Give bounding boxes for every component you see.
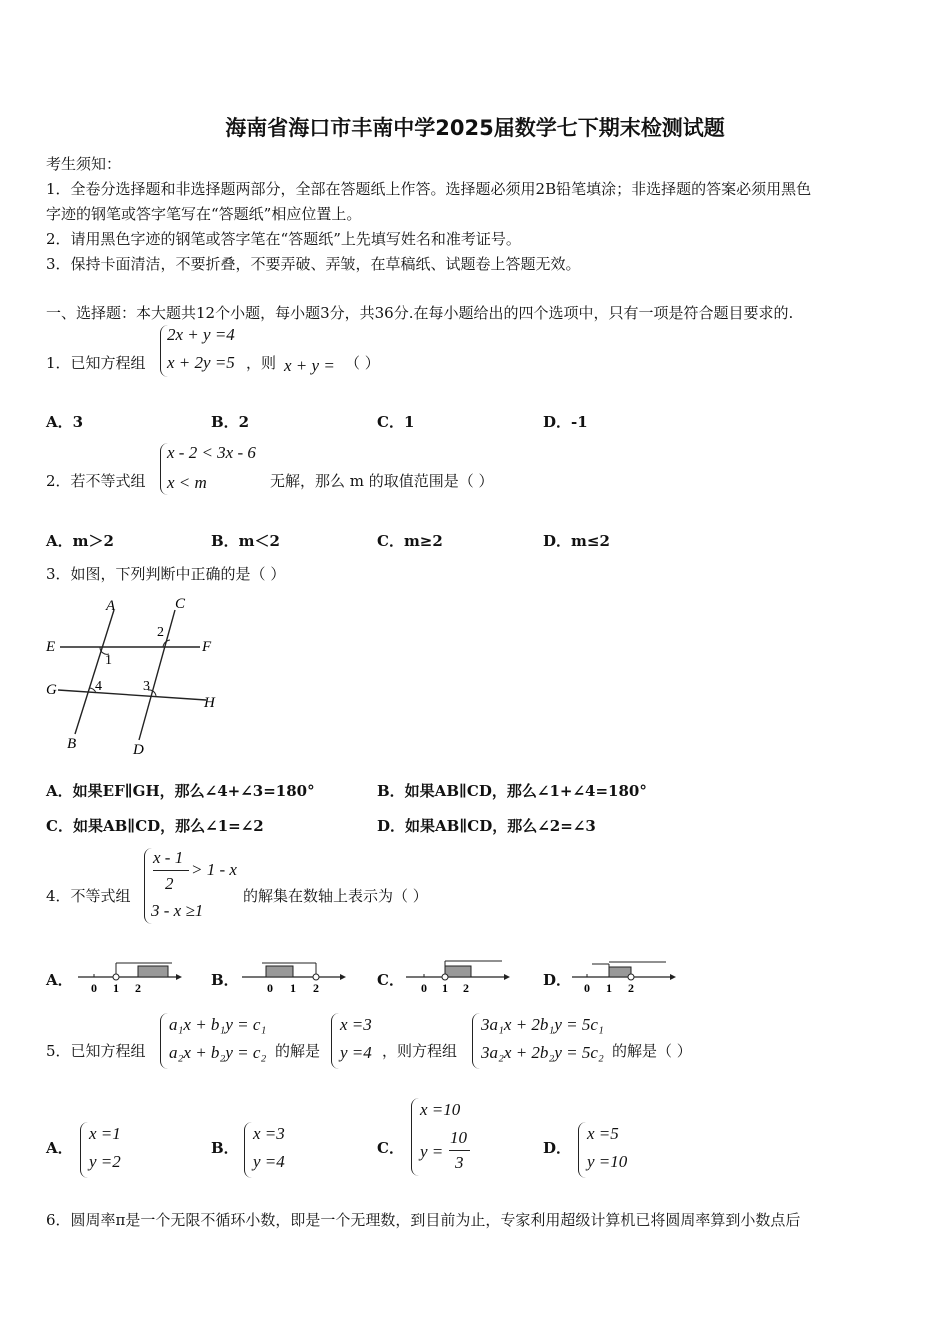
q4-suffix: 的解集在数轴上表示为（ ）	[243, 887, 428, 905]
notice-heading: 考生须知：	[46, 155, 122, 173]
q5-option-c-system: x =10 y = 10 3	[411, 1098, 476, 1176]
section-heading: 一、选择题：本大题共12个小题，每小题3分，共36分.在每小题给出的四个选项中，只有一项是符合题目要求的.	[46, 304, 794, 322]
notice-item-1-cont: 字迹的钢笔或答字笔写在“答题纸”相应位置上。	[46, 205, 362, 223]
q1-expression: x + y =	[284, 356, 335, 375]
svg-text:2: 2	[463, 981, 469, 995]
svg-text:1: 1	[606, 981, 612, 995]
q2-suffix: 无解，那么 m 的取值范围是（ ）	[270, 472, 494, 490]
line-gh	[58, 690, 206, 700]
label-d: D	[133, 742, 144, 758]
shaded-region	[138, 966, 168, 977]
label-a: A	[106, 598, 116, 614]
q4-numberline-d	[570, 955, 680, 997]
q3-option-a[interactable]: A．如果EF∥GH，那么∠4+∠3=180°	[46, 782, 315, 800]
q2-option-a[interactable]: A．m＞2	[46, 532, 114, 550]
q1-option-d[interactable]: D．-1	[543, 413, 588, 431]
svg-text:0: 0	[267, 981, 273, 995]
notice-item-2: 2．请用黑色字迹的钢笔或答字笔在“答题纸”上先填写姓名和准考证号。	[46, 230, 521, 248]
q5-system-1	[160, 1013, 273, 1069]
shaded-region	[266, 966, 293, 977]
q4-fraction-bar	[153, 870, 189, 871]
svg-text:0: 0	[421, 981, 427, 995]
q5-option-c[interactable]: C．	[377, 1139, 404, 1157]
q5-sys1-eq1: a₁x + b₁y = c₁	[169, 1015, 267, 1034]
notice-item-3: 3．保持卡面清洁，不要折叠，不要弄破、弄皱，在草稿纸、试题卷上答题无效。	[46, 255, 581, 273]
q4-inequality-system	[144, 848, 245, 924]
q4-prefix: 4．不等式组	[46, 887, 131, 905]
q2-inequality-system	[160, 443, 271, 495]
q5-prefix: 5．已知方程组	[46, 1042, 146, 1060]
q5-sol-x: x =3	[340, 1015, 372, 1034]
q5-option-d[interactable]: D．	[543, 1139, 572, 1157]
label-angle-1: 1	[105, 653, 112, 668]
q4-option-d[interactable]: D．	[543, 971, 572, 989]
svg-text:2: 2	[628, 981, 634, 995]
q4-option-a[interactable]: A．	[46, 971, 73, 989]
label-angle-4: 4	[95, 679, 102, 694]
label-b: B	[67, 736, 77, 752]
q1-prefix: 1．已知方程组	[46, 354, 146, 372]
svg-text:0: 0	[91, 981, 97, 995]
q1-option-c[interactable]: C．1	[377, 413, 415, 431]
q4-ineq1-rest: > 1 - x	[191, 860, 237, 879]
notice-item-1: 1．全卷分选择题和非选择题两部分，全部在答题纸上作答。选择题必须用2B铅笔填涂；非选择题的答案必须用黑色	[46, 180, 812, 198]
q4-option-c[interactable]: C．	[377, 971, 404, 989]
label-angle-2: 2	[157, 625, 164, 640]
q5-suffix: 的解是（ ）	[612, 1042, 692, 1060]
svg-text:2: 2	[135, 981, 141, 995]
q5-mid-1: 的解是	[275, 1042, 321, 1060]
q4-numberline-a	[76, 955, 186, 997]
svg-text:1: 1	[290, 981, 296, 995]
shaded-region	[445, 966, 471, 977]
q4-ineq1-numerator: x - 1	[153, 848, 184, 867]
svg-text:0: 0	[584, 981, 590, 995]
line-ab	[75, 610, 114, 734]
q1-option-a[interactable]: A．3	[46, 413, 84, 431]
svg-text:1: 1	[442, 981, 448, 995]
q5-mid-2: ，则方程组	[382, 1042, 458, 1060]
q5-option-a-system: x =1 y =2	[80, 1122, 137, 1178]
q2-option-c[interactable]: C．m≥2	[377, 532, 443, 550]
q4-numberline-c	[404, 955, 514, 997]
q1-mid: ，则	[246, 354, 277, 372]
svg-text:2: 2	[313, 981, 319, 995]
shaded-region	[609, 967, 631, 977]
q5-sys2-eq2: 3a₂x + 2b₂y = 5c₂	[481, 1043, 604, 1062]
q5-option-d-system: x =5 y =10	[578, 1122, 641, 1178]
q4-ineq1-denominator: 2	[165, 874, 174, 893]
q5-sys1-eq2: a₂x + b₂y = c₂	[169, 1043, 267, 1062]
q3-option-d[interactable]: D．如果AB∥CD，那么∠2=∠3	[377, 817, 596, 835]
q5-option-b-system: x =3 y =4	[244, 1122, 301, 1178]
label-c: C	[175, 596, 186, 612]
label-g: G	[46, 682, 57, 698]
q3-option-c[interactable]: C．如果AB∥CD，那么∠1=∠2	[46, 817, 264, 835]
q1-option-b[interactable]: B．2	[211, 413, 250, 431]
q4-numberline-b	[240, 955, 350, 997]
q6-stem: 6．圆周率π是一个无限不循环小数，即是一个无理数，到目前为止，专家利用超级计算机已将圆周率算到小数点后	[46, 1211, 801, 1229]
q4-ineq2: 3 - x ≥1	[151, 901, 204, 920]
svg-text:1: 1	[113, 981, 119, 995]
q5-sol-y: y =4	[340, 1043, 372, 1062]
label-h: H	[204, 695, 215, 711]
q3-stem: 3．如图，下列判断中正确的是（ ）	[46, 565, 286, 583]
q5-option-a[interactable]: A．	[46, 1139, 73, 1157]
q2-ineq2: x < m	[167, 473, 207, 492]
q2-ineq1: x - 2 < 3x - 6	[167, 443, 256, 462]
angle-2-arc	[163, 640, 170, 647]
q1-blank: （ ）	[345, 354, 380, 372]
q5-system-2	[472, 1013, 611, 1069]
q1-eq1: 2x + y =4	[167, 325, 235, 344]
q2-option-b[interactable]: B．m＜2	[211, 532, 280, 550]
q3-option-b[interactable]: B．如果AB∥CD，那么∠1+∠4=180°	[377, 782, 647, 800]
q1-eq2: x + 2y =5	[167, 353, 235, 372]
q2-option-d[interactable]: D．m≤2	[543, 532, 610, 550]
q4-option-b[interactable]: B．	[211, 971, 239, 989]
page-title: 海南省海口市丰南中学2025届数学七下期末检测试题	[225, 116, 725, 140]
label-f: F	[202, 639, 212, 655]
q5-given-solution	[331, 1013, 382, 1069]
label-e: E	[46, 639, 56, 655]
q2-prefix: 2．若不等式组	[46, 472, 146, 490]
q5-option-b[interactable]: B．	[211, 1139, 239, 1157]
q3-figure	[40, 592, 230, 762]
label-angle-3: 3	[143, 679, 150, 694]
q5-sys2-eq1: 3a₁x + 2b₁y = 5c₁	[481, 1015, 604, 1034]
